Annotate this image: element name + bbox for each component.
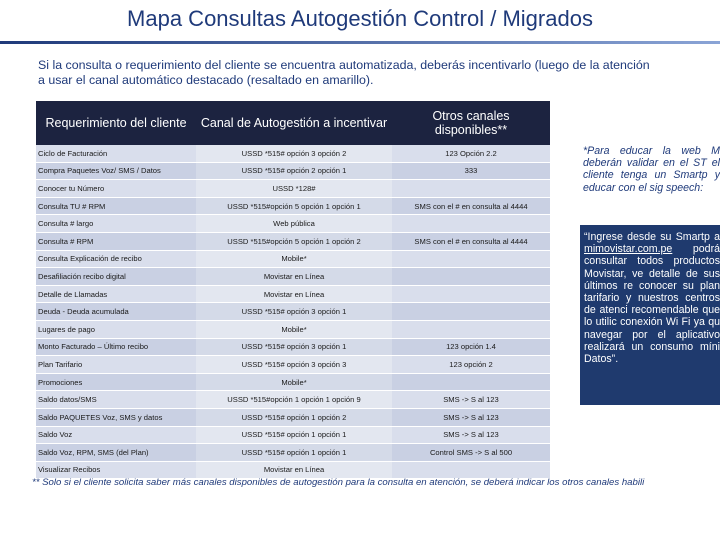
cell-otros — [392, 285, 550, 303]
cell-canal: USSD *515# opción 1 opción 2 — [196, 408, 392, 426]
table-row — [36, 408, 550, 426]
cell-otros: SMS -> S al 123 — [392, 408, 550, 426]
table-row — [36, 232, 550, 250]
speech-text-end: podrá consultar todos productos Movistar, ve detalle de sus últimos re conocer su plan tarifario y nuestros centros de atenci recomendable que lo utilic conexión Wi Fi ya qu navegar por el aplicativo realizará un consumo míni Datos”. — [584, 243, 720, 366]
cell-otros — [392, 180, 550, 198]
table-header-row — [36, 101, 550, 145]
cell-requerimiento: Promociones — [36, 373, 196, 391]
cell-otros: Control SMS -> S al 500 — [392, 444, 550, 462]
cell-requerimiento: Saldo datos/SMS — [36, 391, 196, 409]
cell-canal: Web pública — [196, 215, 392, 233]
cell-requerimiento: Consulta # largo — [36, 215, 196, 233]
intro-line-2: a usar el canal automático destacado (resaltado en amarillo). — [38, 73, 374, 87]
table-row — [36, 215, 550, 233]
cell-canal: Mobile* — [196, 250, 392, 268]
cell-requerimiento: Plan Tarifario — [36, 356, 196, 374]
cell-canal: USSD *515# opción 3 opción 1 — [196, 338, 392, 356]
title-bar — [0, 0, 720, 42]
table-row — [36, 285, 550, 303]
cell-otros: 333 — [392, 162, 550, 180]
cell-otros: SMS con el # en consulta al 4444 — [392, 232, 550, 250]
cell-otros: 123 opción 1.4 — [392, 338, 550, 356]
table-row — [36, 373, 550, 391]
page-title: Mapa Consultas Autogestión Control / Migrados — [127, 6, 593, 31]
table-row — [36, 303, 550, 321]
cell-otros: SMS -> S al 123 — [392, 391, 550, 409]
cell-canal: Mobile* — [196, 373, 392, 391]
cell-requerimiento: Monto Facturado – Último recibo — [36, 338, 196, 356]
cell-canal: USSD *515# opción 3 opción 2 — [196, 145, 392, 162]
cell-requerimiento: Consulta Explicación de recibo — [36, 250, 196, 268]
table-row — [36, 268, 550, 286]
table-row — [36, 250, 550, 268]
table-row — [36, 145, 550, 162]
cell-canal: USSD *515# opción 2 opción 1 — [196, 162, 392, 180]
table-row — [36, 391, 550, 409]
intro-text — [38, 58, 720, 88]
cell-canal: USSD *515#opción 5 opción 1 opción 2 — [196, 232, 392, 250]
cell-requerimiento: Compra Paquetes Voz/ SMS / Datos — [36, 162, 196, 180]
cell-requerimiento: Conocer tu Número — [36, 180, 196, 198]
cell-canal: Mobile* — [196, 320, 392, 338]
cell-otros: 123 Opción 2.2 — [392, 145, 550, 162]
cell-otros — [392, 250, 550, 268]
cell-requerimiento: Saldo PAQUETES Voz, SMS y datos — [36, 408, 196, 426]
cell-otros — [392, 303, 550, 321]
cell-requerimiento: Consulta # RPM — [36, 232, 196, 250]
cell-requerimiento: Desafiliación recibo digital — [36, 268, 196, 286]
cell-otros — [392, 373, 550, 391]
table-row — [36, 426, 550, 444]
cell-canal: USSD *515#opción 1 opción 1 opción 9 — [196, 391, 392, 409]
cell-canal: USSD *515# opción 1 opción 1 — [196, 426, 392, 444]
title-divider — [0, 41, 720, 44]
table-row — [36, 197, 550, 215]
cell-canal: USSD *515# opción 3 opción 1 — [196, 303, 392, 321]
cell-requerimiento: Lugares de pago — [36, 320, 196, 338]
cell-canal: Movistar en Línea — [196, 285, 392, 303]
table-row — [36, 320, 550, 338]
cell-canal: USSD *515# opción 1 opción 1 — [196, 444, 392, 462]
speech-box — [580, 225, 720, 405]
smartphone-note: *Para educar la web M deberán validar en el ST el cliente tenga un Smartp y educar con el sig speech: — [583, 145, 720, 194]
table-row — [36, 180, 550, 198]
cell-canal: USSD *515#opción 5 opción 1 opción 1 — [196, 197, 392, 215]
cell-canal: Movistar en Línea — [196, 268, 392, 286]
table-row — [36, 444, 550, 462]
cell-otros — [392, 268, 550, 286]
mimovistar-link[interactable]: mimovistar.com.pe — [584, 243, 673, 256]
cell-requerimiento: Ciclo de Facturación — [36, 145, 196, 162]
cell-canal: Movistar en Línea — [196, 461, 392, 479]
cell-canal: USSD *515# opción 3 opción 3 — [196, 356, 392, 374]
table-row — [36, 356, 550, 374]
cell-otros: SMS con el # en consulta al 4444 — [392, 197, 550, 215]
consultas-table — [36, 101, 550, 479]
header-otros-canales: Otros canales disponibles** — [392, 101, 550, 145]
header-canal-autogestion: Canal de Autogestión a incentivar — [196, 101, 392, 145]
cell-requerimiento: Saldo Voz — [36, 426, 196, 444]
cell-requerimiento: Deuda - Deuda acumulada — [36, 303, 196, 321]
footnote: ** Solo si el cliente solicita saber más canales disponibles de autogestión para la consulta en atención, se deberá indicar los otros canales habili — [32, 477, 645, 488]
cell-otros — [392, 215, 550, 233]
cell-requerimiento: Consulta TU # RPM — [36, 197, 196, 215]
cell-otros — [392, 320, 550, 338]
cell-otros: 123 opción 2 — [392, 356, 550, 374]
table-row — [36, 338, 550, 356]
intro-line-1: Si la consulta o requerimiento del cliente se encuentra automatizada, deberás incentivarlo (luego de la atención — [38, 58, 650, 72]
cell-canal: USSD *128# — [196, 180, 392, 198]
cell-requerimiento: Visualizar Recibos — [36, 461, 196, 479]
cell-requerimiento: Detalle de Llamadas — [36, 285, 196, 303]
cell-otros: SMS -> S al 123 — [392, 426, 550, 444]
header-requerimiento: Requerimiento del cliente — [36, 101, 196, 145]
cell-requerimiento: Saldo Voz, RPM, SMS (del Plan) — [36, 444, 196, 462]
speech-text-start: “Ingrese desde su Smartp a — [584, 231, 720, 243]
table-row — [36, 162, 550, 180]
